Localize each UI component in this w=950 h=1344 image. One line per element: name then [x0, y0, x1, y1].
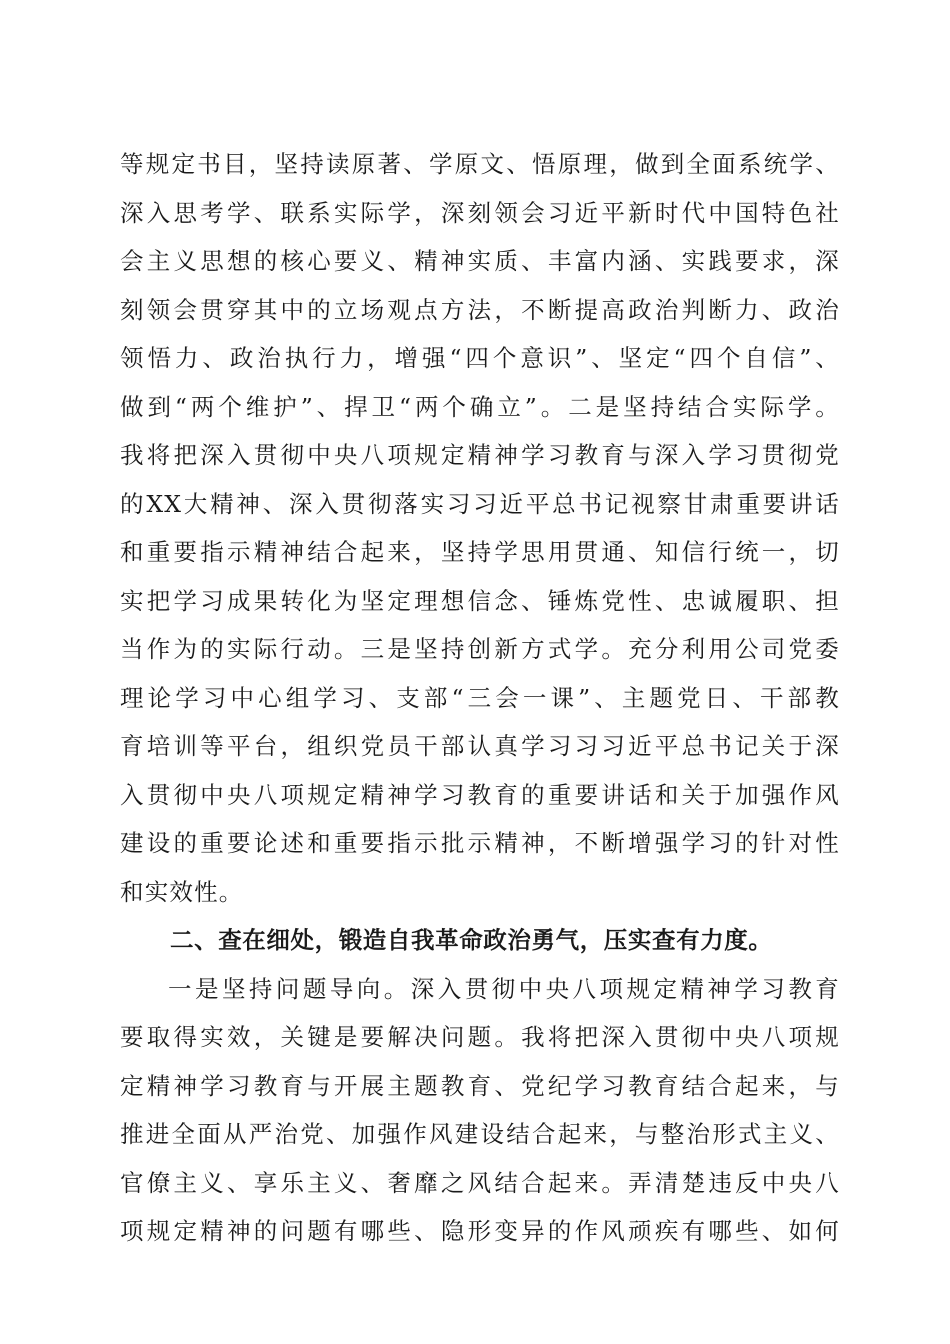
paragraph-line: 领悟力、政治执行力，增强“四个意识”、坚定“四个自信”、 — [120, 344, 840, 372]
paragraph-line: 一是坚持问题导向。深入贯彻中央八项规定精神学习教育 — [168, 974, 840, 1003]
paragraph-line: 要取得实效，关键是要解决问题。我将把深入贯彻中央八项规 — [120, 1023, 840, 1051]
paragraph-line: 当作为的实际行动。三是坚持创新方式学。充分利用公司党委 — [120, 635, 840, 663]
paragraph-line: 等规定书目，坚持读原著、学原文、悟原理，做到全面系统学、 — [120, 150, 840, 178]
document-body — [120, 140, 840, 1256]
paragraph-line: 理论学习中心组学习、支部“三会一课”、主题党日、干部教 — [120, 683, 840, 712]
paragraph-line: 和重要指示精神结合起来，坚持学思用贯通、知信行统一，切 — [120, 538, 840, 566]
section-heading: 二、查在细处，锻造自我革命政治勇气，压实查有力度。 — [170, 926, 773, 954]
paragraph-line: 做到“两个维护”、捍卫“两个确立”。二是坚持结合实际学。 — [120, 392, 840, 421]
paragraph-line: 的XX大精神、深入贯彻落实习习近平总书记视察甘肃重要讲话 — [120, 489, 840, 518]
paragraph-line: 建设的重要论述和重要指示批示精神，不断增强学习的针对性 — [120, 829, 840, 857]
paragraph-line: 推进全面从严治党、加强作风建设结合起来，与整治形式主义、 — [120, 1120, 840, 1148]
paragraph-line: 我将把深入贯彻中央八项规定精神学习教育与深入学习贯彻党 — [120, 441, 840, 469]
paragraph-line: 育培训等平台，组织党员干部认真学习习习近平总书记关于深 — [120, 732, 840, 760]
paragraph-line: 项规定精神的问题有哪些、隐形变异的作风顽疾有哪些、如何 — [120, 1217, 840, 1245]
paragraph-line: 实把学习成果转化为坚定理想信念、锤炼党性、忠诚履职、担 — [120, 586, 840, 615]
paragraph-line: 官僚主义、享乐主义、奢靡之风结合起来。弄清楚违反中央八 — [120, 1168, 840, 1197]
paragraph-line: 定精神学习教育与开展主题教育、党纪学习教育结合起来，与 — [120, 1071, 840, 1100]
paragraph-line: 深入思考学、联系实际学，深刻领会习近平新时代中国特色社 — [120, 198, 840, 227]
paragraph-line: 入贯彻中央八项规定精神学习教育的重要讲话和关于加强作风 — [120, 780, 840, 809]
paragraph-line: 刻领会贯穿其中的立场观点方法，不断提高政治判断力、政治 — [120, 295, 840, 324]
paragraph-line: 会主义思想的核心要义、精神实质、丰富内涵、实践要求，深 — [120, 247, 840, 275]
paragraph-line: 和实效性。 — [120, 877, 244, 906]
